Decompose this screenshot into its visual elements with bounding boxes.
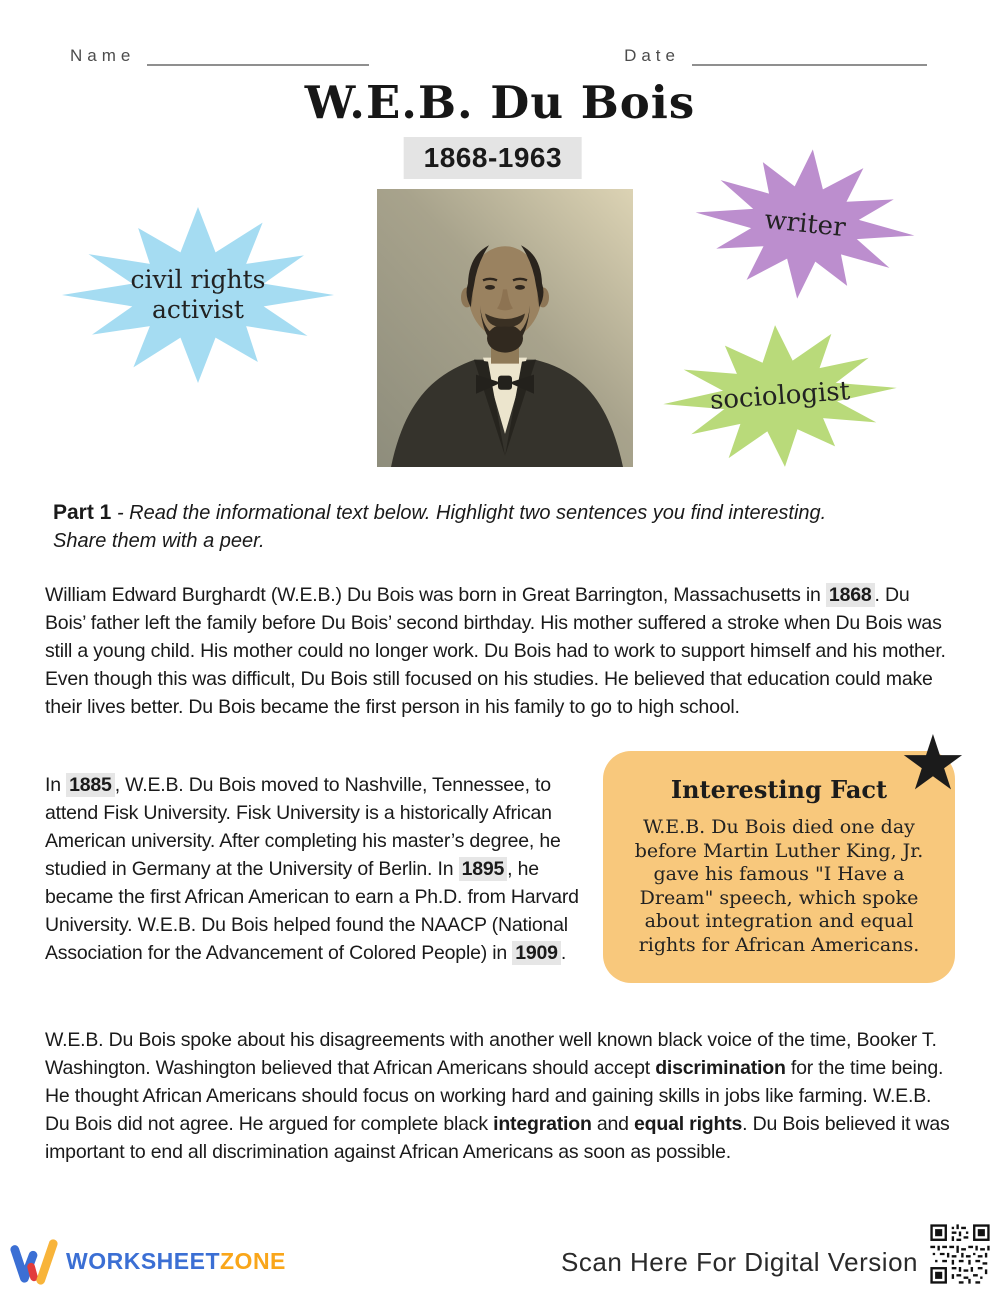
- worksheet-zone-logo-mark-icon: [10, 1236, 58, 1286]
- paragraph-text: W.E.B. Du Bois spoke about his disagreements with another well known black voice of the time, Booker T. Washington. Washington believed that African Americans should accept: [45, 1029, 937, 1079]
- worksheet-zone-logo: [10, 1236, 286, 1286]
- paragraph-text: , he became the first African American to earn a Ph.D. from Harvard University. W.E.B. Du Bois helped found the NAACP (National Association for the Advancement of Colored People) in: [45, 857, 579, 964]
- bold-term-discrimination: discrimination: [655, 1057, 786, 1079]
- starburst-label-line1: civil rights: [130, 265, 266, 294]
- highlighted-year-1909: 1909: [512, 941, 561, 965]
- footer: [0, 1224, 1000, 1294]
- part1-instruction-line2: Share them with a peer.: [53, 530, 265, 552]
- portrait-illustration: [377, 189, 633, 467]
- date-blank-line: [692, 46, 927, 66]
- du-bois-portrait-photo: [377, 189, 633, 467]
- paragraph-text: , W.E.B. Du Bois moved to Nashville, Tennessee, to attend Fisk University. Fisk University is a historically African American university. After completing his master’s degree, he studied in Germany at the University of Berlin. In: [45, 773, 561, 880]
- paragraph-text: In: [45, 773, 67, 796]
- paragraph-text: . Du Bois’ father left the family before Du Bois’ second birthday. His mother suffered a stroke when Du Bois was still a young child. His mother could no longer work. Du Bois had to work to support himself and his mother. Even though this was difficult, Du Bois still focused on his studies. He believed that education could make their lives better. Du Bois became the first person in his family to go to high school.: [45, 584, 946, 718]
- part1-label: Part 1: [53, 501, 112, 524]
- name-label: Name: [70, 46, 136, 65]
- part1-instructions: [45, 499, 955, 555]
- hero-section: [45, 137, 955, 477]
- paragraph-text: . Du Bois believed it was important to end all discrimination against African Americans as soon as possible.: [45, 1113, 950, 1163]
- name-blank-line: [147, 46, 369, 66]
- footer-right: [561, 1222, 992, 1286]
- date-field: [624, 46, 927, 66]
- brand-worksheet: WORKSHEET: [66, 1247, 220, 1274]
- page-title: W.E.B. Du Bois: [304, 76, 696, 129]
- name-field: [70, 46, 369, 66]
- paragraph-early-life: [45, 581, 955, 721]
- star-icon: ★: [898, 718, 967, 807]
- starburst-label: writer: [763, 204, 847, 244]
- fact-box-body: W.E.B. Du Bois died one day before Martin Luther King, Jr. gave his famous "I Have a Dream" speech, which spoke about integration and equal rights for African Americans.: [634, 816, 924, 956]
- qr-code: [928, 1222, 992, 1286]
- bold-term-integration: integration: [493, 1113, 592, 1135]
- highlighted-year-1868: 1868: [826, 583, 875, 607]
- paragraph-text: William Edward Burghardt (W.E.B.) Du Bois was born in Great Barrington, Massachusetts in: [45, 584, 826, 606]
- paragraph-text: for the time being. He thought African Americans should focus on working hard and gaining skills in jobs like farming. W.E.B. Du Bois did not agree. He argued for complete black: [45, 1057, 944, 1135]
- paragraph-washington-disagreement: [45, 1026, 955, 1166]
- interesting-fact-box: [603, 718, 967, 983]
- starburst-writer: [688, 138, 922, 310]
- starburst-label-line2: activist: [152, 295, 244, 324]
- brand-zone: ZONE: [220, 1247, 286, 1274]
- paragraph-text: and: [591, 1113, 635, 1135]
- part1-instruction-text: - Read the informational text below. Highlight two sentences you find interesting.: [116, 502, 827, 524]
- starburst-label: [131, 265, 266, 325]
- qr-code-icon: [928, 1222, 992, 1286]
- paragraph-education: [45, 771, 593, 967]
- highlighted-year-1895: 1895: [459, 857, 508, 881]
- scan-here-label: Scan Here For Digital Version: [561, 1247, 918, 1277]
- life-span-badge: 1868-1963: [404, 137, 582, 179]
- highlighted-year-1885: 1885: [66, 773, 115, 797]
- brand-wordmark: [66, 1248, 286, 1275]
- date-label: Date: [624, 46, 680, 65]
- middle-section: [45, 718, 967, 986]
- part1-instruction-line1: [53, 502, 826, 552]
- bold-term-equal-rights: equal rights: [634, 1113, 743, 1135]
- header: [45, 0, 955, 66]
- starburst-civil-rights-activist: [62, 207, 334, 383]
- starburst-label: sociologist: [708, 376, 852, 416]
- fact-box-title: Interesting Fact: [670, 775, 888, 804]
- paragraph-text: .: [560, 941, 567, 964]
- starburst-sociologist: [658, 317, 901, 475]
